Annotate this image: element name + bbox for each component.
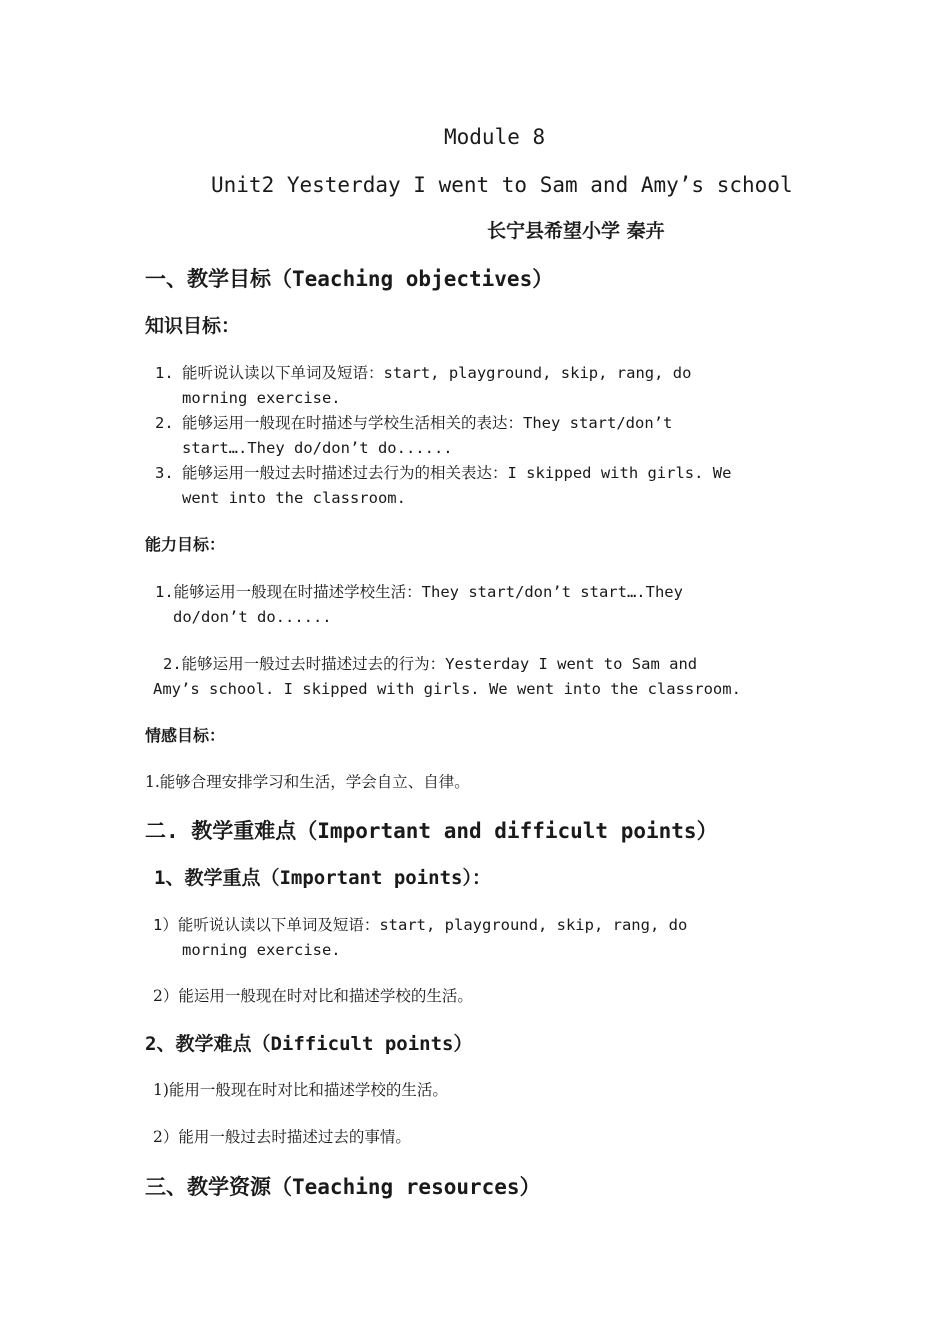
important-item-1-line-2: morning exercise. [182,941,341,959]
ability-item-1-line-2: do/don’t do...... [173,608,332,626]
ability-objectives-heading: 能力目标： [145,535,226,554]
difficult-item-1: 1)能用一般现在时对比和描述学校的生活。 [153,1081,448,1099]
knowledge-item-2-line-2: start….They do/don’t do...... [182,439,453,457]
section-3-heading: 三、教学资源（Teaching resources） [145,1175,541,1199]
ability-item-1-line-1: 1.能够运用一般现在时描述学校生活：They start/don’t start….They [155,583,683,601]
knowledge-item-2-number: 2. [155,414,174,432]
knowledge-item-1-number: 1. [155,364,174,382]
emotion-objectives-heading: 情感目标： [145,726,226,745]
important-item-1-line-1: 1）能听说认读以下单词及短语：start, playground, skip, rang, do [153,916,688,934]
knowledge-objectives-heading: 知识目标： [145,315,241,337]
knowledge-item-1-line-2: morning exercise. [182,389,341,407]
knowledge-item-1-line-1: 能听说认读以下单词及短语：start, playground, skip, rang, do [182,364,692,382]
ability-item-2-line-1: 2.能够运用一般过去时描述过去的行为：Yesterday I went to Sam and [163,655,698,673]
ability-item-2-line-2: Amy’s school. I skipped with girls. We went into the classroom. [153,680,741,698]
knowledge-item-2-line-1: 能够运用一般现在时描述与学校生活相关的表达：They start/don’t [182,414,673,432]
important-item-2: 2）能运用一般现在时对比和描述学校的生活。 [153,987,473,1005]
emotion-item-1: 1.能够合理安排学习和生活，学会自立、自律。 [145,773,470,791]
section-1-heading: 一、教学目标（Teaching objectives） [145,267,554,291]
author-line: 长宁县希望小学 秦卉 [487,220,665,242]
knowledge-item-3-number: 3. [155,464,174,482]
unit-title: Unit2 Yesterday I went to Sam and Amy’s school [211,173,793,197]
knowledge-item-3-line-1: 能够运用一般过去时描述过去行为的相关表达：I skipped with girls. We [182,464,732,482]
module-title: Module 8 [444,125,546,149]
difficult-item-2: 2）能用一般过去时描述过去的事情。 [153,1128,411,1146]
knowledge-item-3-line-2: went into the classroom. [182,489,406,507]
important-points-heading: 1、教学重点（Important points）： [154,867,491,889]
section-2-heading: 二. 教学重难点（Important and difficult points） [145,819,718,843]
difficult-points-heading: 2、教学难点（Difficult points） [145,1033,473,1055]
